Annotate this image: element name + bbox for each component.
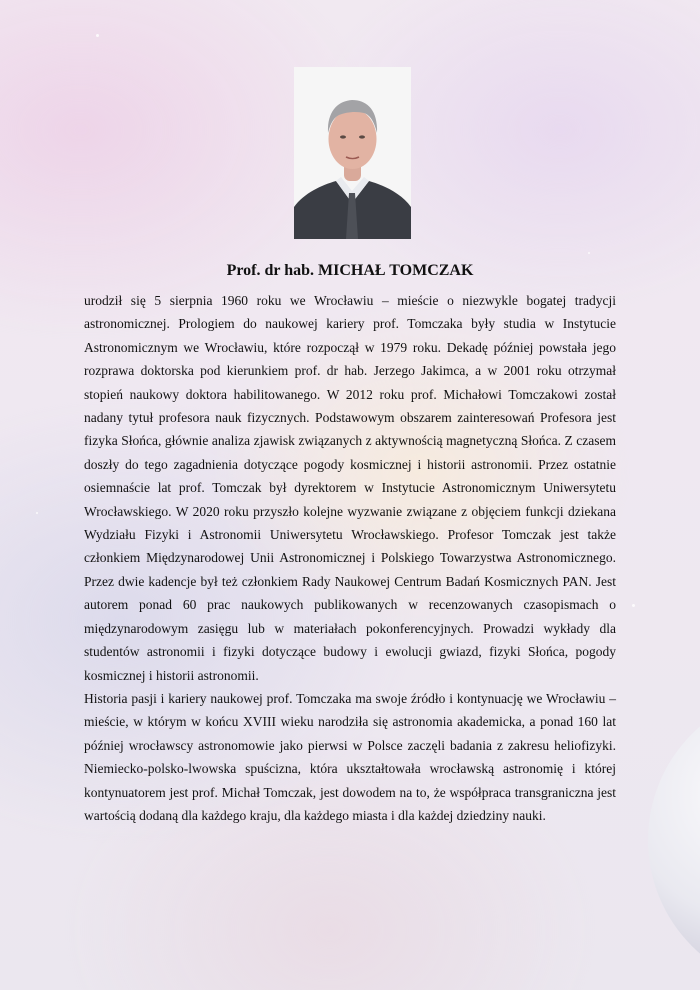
background-star	[36, 512, 38, 514]
person-name-heading: Prof. dr hab. MICHAŁ TOMCZAK	[226, 262, 474, 279]
biography-paragraph-1: urodził się 5 sierpnia 1960 roku we Wrocławiu – mieście o niezwykle bogatej tradycji astronomicznej. Prologiem do naukowej kariery prof. Tomczaka były studia w Instytucie Astronomicznym we Wrocławiu, które rozpoczął w 1979 roku. Dekadę później powstała jego rozprawa doktorska pod kierunkiem prof. dr hab. Jerzego Jakimca, a w 2001 roku otrzymał stopień naukowy doktora habilitowanego. W 2012 roku prof. Michałowi Tomczakowi został nadany tytuł profesora nauk fizycznych. Podstawowym obszarem zainteresowań Profesora jest fizyka Słońca, głównie analiza zjawisk związanych z aktywnością magnetyczną Słońca. Z czasem doszły do tego zagadnienia dotyczące pogody kosmicznej i historii astronomii. Przez ostatnie osiemnaście lat prof. Tomczak był dyrektorem w Instytucie Astronomicznym Uniwersytetu Wrocławskiego. W 2020 roku przyszło kolejne wyzwanie związane z objęciem funkcji dziekana Wydziału Fizyki i Astronomii Uniwersytetu Wrocławskiego. Profesor Tomczak jest także członkiem Międzynarodowej Unii Astronomicznej i Polskiego Towarzystwa Astronomicznego. Przez dwie kadencje był też członkiem Rady Naukowej Centrum Badań Kosmicznych PAN. Jest autorem ponad 60 prac naukowych publikowanych w recenzowanych czasopismach o międzynarodowym zasięgu lub w materiałach pokonferencyjnych. Prowadzi wykłady dla studentów astronomii i fizyki dotyczące budowy i ewolucji gwiazd, fizyki Słońca, pogody kosmicznej i historii astronomii.	[84, 293, 616, 683]
biography-paragraph-2: Historia pasji i kariery naukowej prof. Tomczaka ma swoje źródło i kontynuację we Wrocławiu – mieście, w którym w końcu XVIII wieku narodziła się astronomia akademicka, a ponad 160 lat później wrocławscy astronomowie jako pierwsi w Polsce zaczęli badania z zakresu heliofizyki. Niemiecko-polsko-lwowska spuścizna, która ukształtowała wrocławską astronomię i której kontynuatorem jest prof. Michał Tomczak, jest dowodem na to, że współpraca transgraniczna jest wartością dodaną dla każdego kraju, dla każdego miasta i dla każdej dziedziny nauki.	[84, 690, 616, 823]
background-star	[588, 252, 590, 254]
right-eye	[359, 135, 365, 138]
portrait-illustration	[294, 67, 411, 239]
background-planet	[648, 690, 700, 990]
background-star	[96, 34, 99, 37]
background-star	[632, 604, 635, 607]
left-eye	[340, 135, 346, 138]
biography-text	[84, 289, 616, 827]
portrait-photo	[294, 67, 411, 239]
face	[329, 109, 377, 169]
